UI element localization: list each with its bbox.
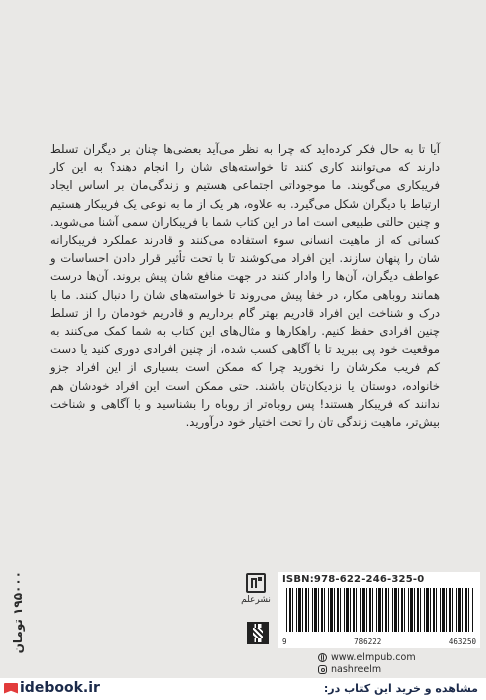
barcode-digit-group: 463250 <box>448 637 476 646</box>
instagram-text: nashreelm <box>331 664 382 675</box>
barcode-digits <box>282 637 476 646</box>
price-text: ۱۹۵۰۰۰ تومان <box>11 570 25 654</box>
barcode-digit-group: 786222 <box>354 637 382 646</box>
blurb-text-block <box>50 140 440 431</box>
barcode-bars <box>286 588 474 632</box>
footer-cta: مشاهده و خرید این کتاب در: <box>323 682 478 695</box>
publisher-logo <box>242 573 270 613</box>
price-label <box>3 570 33 654</box>
blurb-paragraph: آیا تا به حال فکر کرده‌اید که چرا به نظر می‌آید بعضی‌ها چنان بر دیگران تسلط دارند که می‌توانند کاری کنند تا خواسته‌های شان را انجام دهند؟ به این کار فریبکاری می‌گویند. ما موجوداتی اجتماعی هستیم و زندگی‌مان بر اساس ایجاد ارتباط با دیگران شکل می‌گیرد. به علاوه، هر یک از ما به نوعی یک فریبکار هستیم و چنین حالتی طبیعی است اما در این کتاب شما با فریبکاران سمی آشنا می‌شوید. کسانی که از ماهیت انسانی سوء استفاده می‌کنند و قادرند عملکرد فریبکارانه شان را پنهان سازند. این افراد می‌کوشند تا با تحت تأثیر قرار دادن احساسات و عواطف دیگران، آن‌ها را وادار کنند در جهت منافع شان پیش بروند. آن‌ها درست همانند روباهی مکار، در خفا پیش می‌روند تا خواسته‌های شان را دنبال کنند. ما با درک و شناخت این افراد قادریم بهتر گام برداریم و قادریم خودمان را از تسلط چنین افرادی حفظ کنیم. راهکارها و مثال‌های این کتاب به شما کمک می‌کنند به موقعیت خود پی ببرید تا با آگاهی کسب شده، از چنین افرادی دوری کنید یا دست کم فریب مکرشان را نخورید چرا که ممکن است بسیاری از این افراد جزو خانواده، دوستان یا نزدیکان‌تان باشند. حتی ممکن است این افراد خودشان هم ندانند که فریبکار هستند! پس روباه‌تر از روباه را بشناسید و با آگاهی و شناخت بیش‌تر، ماهیت زندگی تان را تحت اختیار خود درآورید. <box>50 142 440 430</box>
barcode-digit-group: 9 <box>282 637 287 646</box>
publisher-mark-icon <box>246 573 266 593</box>
footer-logo-text: idebook.ir <box>20 680 100 696</box>
website-text: www.elmpub.com <box>331 652 416 663</box>
isbn-barcode <box>278 572 480 648</box>
qr-code-icon <box>247 622 269 644</box>
isbn-text: ISBN:978-622-246-325-0 <box>282 574 425 585</box>
instagram-icon <box>318 665 327 674</box>
globe-icon <box>318 653 327 662</box>
instagram-line <box>318 664 381 675</box>
book-icon <box>4 683 18 694</box>
footer-banner[interactable] <box>0 678 486 700</box>
idebook-logo[interactable] <box>4 680 100 696</box>
website-line <box>318 652 416 663</box>
publisher-name: نشرعلم <box>241 595 271 605</box>
